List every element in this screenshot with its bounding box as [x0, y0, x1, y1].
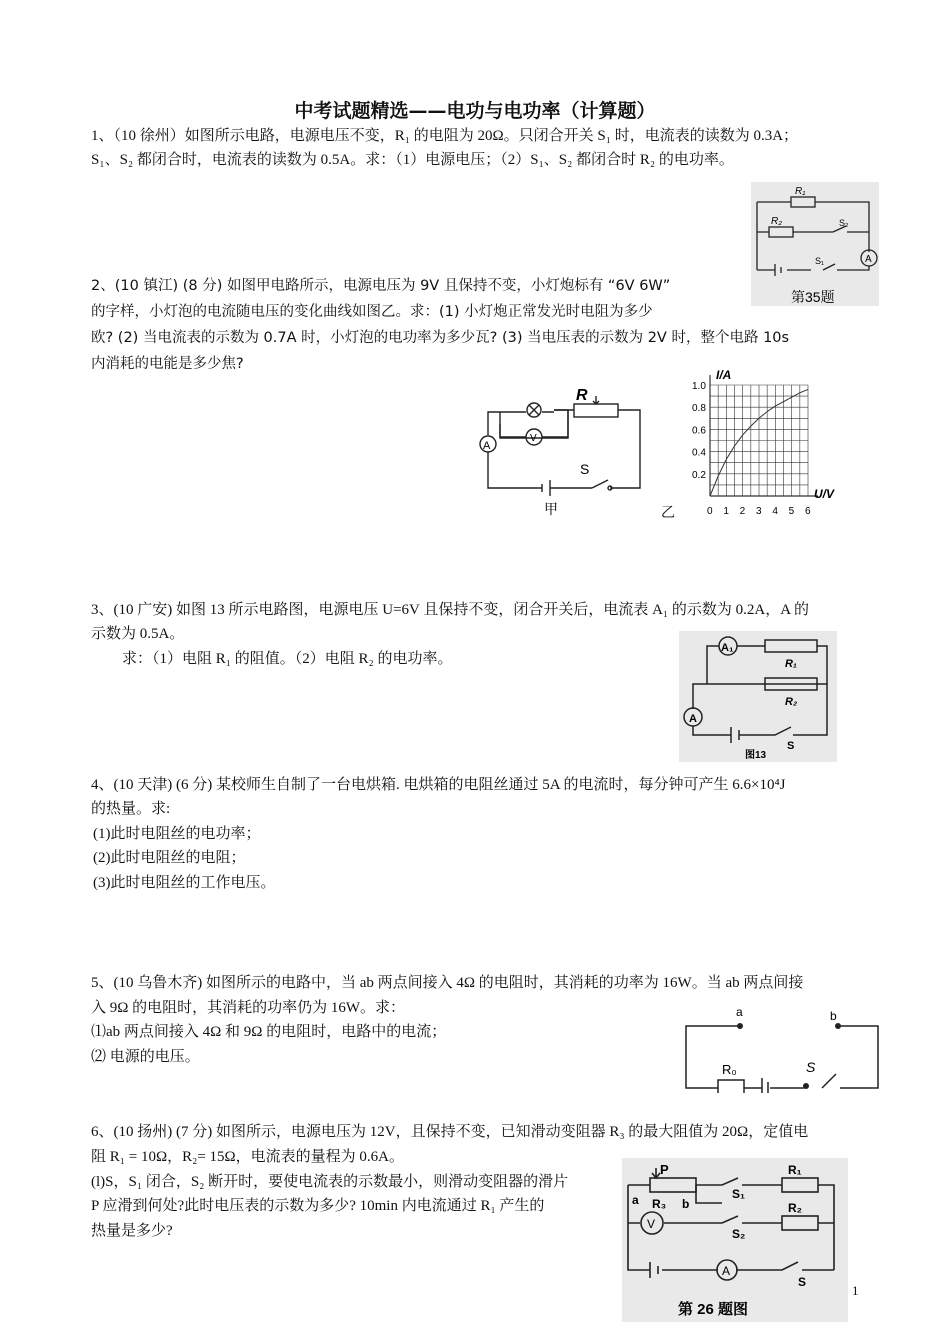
q1-fig-caption: 第35题: [791, 289, 835, 305]
q6-r3-rheostat: [650, 1178, 696, 1192]
chart-x-tick-label: 5: [788, 506, 795, 517]
q1-r1-resistor: [791, 197, 815, 207]
chart-x-tick-label: 4: [772, 506, 778, 517]
q1-s2-label: S₂: [839, 218, 849, 228]
q6-ammeter-label: A: [722, 1264, 731, 1278]
q1-r2-resistor: [769, 227, 793, 237]
chart-ylabel: I/A: [716, 368, 732, 382]
q3-r1-resistor: [765, 640, 817, 652]
q1-circuit-figure: [751, 182, 879, 306]
q2-line4: 内消耗的电能是多少焦?: [91, 356, 244, 372]
q6-line1: 6、(10 扬州) (7 分) 如图所示，电源电压为 12V，且保持不变，已知滑动变阻器 R₃ 的最大阻值为 20Ω，定值电: [91, 1124, 809, 1140]
q2-line3: 欧? (2) 当电流表的示数为 0.7A 时，小灯泡的电功率为多少瓦? (3) 当电压表的示数为 2V 时，整个电路 10s: [91, 330, 790, 346]
chart-x-tick-label: 6: [805, 506, 811, 517]
q6-line3: (l)S，S₁ 闭合，S₂ 断开时，要使电流表的示数最小，则滑动变阻器的滑片: [91, 1174, 569, 1190]
q3-line1: 3、(10 广安) 如图 13 所示电路图，电源电压 U=6V 且保持不变，闭合开关后，电流表 A₁ 的示数为 0.2A，A 的: [91, 602, 809, 618]
q1-line2: S₁、S₂ 都闭合时，电流表的读数为 0.5A。求：（1）电源电压；（2）S₁、S₂ 都闭合时 R₂ 的电功率。: [91, 152, 734, 168]
q6-r3-label: R₃: [652, 1197, 667, 1211]
q5-b-label: b: [830, 1009, 837, 1023]
q5-line2: 入 9Ω 的电阻时，其消耗的功率仍为 16W。求：: [91, 1000, 406, 1016]
q2-fig-jia-caption: 甲: [544, 501, 558, 517]
q4-item2: (2)此时电阻丝的电阻；: [93, 850, 246, 866]
q5-item2: ⑵ 电源的电压。: [91, 1049, 200, 1065]
q2-rheostat: [574, 404, 618, 417]
q6-b-label: b: [682, 1197, 690, 1211]
q3-r1-label: R₁: [785, 658, 797, 670]
q6-line4: P 应滑到何处?此时电压表的示数为多少? 10min 内电流通过 R₁ 产生的: [91, 1198, 545, 1214]
q5-item1: ⑴ab 两点间接入 4Ω 和 9Ω 的电阻时，电路中的电流；: [91, 1024, 447, 1040]
q6-s-label: S: [798, 1275, 807, 1289]
q5-terminal-a: [737, 1023, 743, 1029]
q6-p-label: P: [660, 1162, 669, 1177]
q1-r1-label: R₁: [795, 186, 806, 197]
q2-s-label: S: [580, 461, 590, 477]
q1-line1: 1、（10 徐州）如图所示电路，电源电压不变，R₁ 的电阻为 20Ω。只闭合开关 S₁ 时，电流表的读数为 0.3A；: [91, 128, 799, 144]
q6-line2: 阻 R₁ = 10Ω，R₂= 15Ω，电流表的量程为 0.6A。: [91, 1149, 405, 1165]
q6-r2-label: R₂: [788, 1201, 802, 1215]
chart-grid: [710, 375, 818, 496]
q5-circuit-figure: [680, 1008, 880, 1093]
chart-x-tick-label: 2: [739, 506, 746, 517]
page-number: 1: [852, 1283, 859, 1298]
q2-iu-chart: [680, 365, 845, 525]
q3-circuit-figure: [679, 631, 837, 762]
q3-a-label: A: [689, 713, 697, 725]
q3-line3: 求：（1）电阻 R₁ 的阻值。（2）电阻 R₂ 的电功率。: [122, 651, 453, 667]
q5-terminal-b: [835, 1023, 841, 1029]
chart-y-tick-label: 0.8: [692, 403, 706, 415]
q3-fig-caption: 图13: [745, 750, 767, 761]
q5-r0-label: R₀: [722, 1062, 737, 1077]
page-title: 中考试题精选——电功与电功率（计算题）: [294, 100, 656, 122]
q6-fig-caption: 第 26 题图: [678, 1301, 749, 1318]
q5-r0-resistor: [718, 1080, 744, 1093]
q5-line1: 5、(10 乌鲁木齐) 如图所示的电路中，当 ab 两点间接入 4Ω 的电阻时，其消耗的功率为 16W。当 ab 两点间接: [91, 975, 804, 991]
q4-item1: (1)此时电阻丝的电功率；: [93, 826, 261, 842]
q2-circuit-jia: [470, 380, 650, 525]
q6-r2-resistor: [782, 1216, 818, 1230]
q1-s1-label: S₁: [815, 256, 825, 266]
chart-y-tick-label: 1.0: [692, 381, 706, 392]
q2-fig-yi-caption: 乙: [661, 506, 675, 521]
q6-r1-label: R₁: [788, 1163, 802, 1177]
chart-y-tick-label: 0.2: [692, 469, 706, 481]
q4-line2: 的热量。求:: [91, 801, 171, 817]
q1-r2-label: R₂: [771, 216, 783, 227]
q2-line2: 的字样，小灯泡的电流随电压的变化曲线如图乙。求：(1) 小灯炮正常发光时电阻为多少: [91, 304, 653, 320]
q4-line1: 4、(10 天津) (6 分) 某校师生自制了一台电烘箱. 电烘箱的电阻丝通过 5A 的电流时，每分钟可产生 6.6×10⁴J: [91, 777, 786, 793]
q3-s-label: S: [787, 740, 795, 752]
q2-r-label: R: [576, 387, 588, 404]
chart-x-tick-label: 1: [723, 506, 729, 517]
q6-line5: 热量是多少?: [91, 1223, 173, 1239]
q1-ammeter-label: A: [865, 254, 872, 265]
q6-circuit-figure: [622, 1158, 848, 1322]
chart-y-tick-label: 0.6: [692, 425, 706, 437]
q3-a1-label: A₁: [721, 642, 734, 654]
q4-item3: (3)此时电阻丝的工作电压。: [93, 875, 276, 891]
chart-y-tick-label: 0.4: [692, 447, 706, 459]
q2-voltmeter-label: V: [530, 433, 537, 444]
chart-xlabel: U/V: [814, 487, 835, 501]
q3-line2: 示数为 0.5A。: [91, 626, 185, 642]
q2-line1: 2、(10 镇江) (8 分) 如图甲电路所示，电源电压为 9V 且保持不变，小灯炮标有 “6V 6W”: [91, 278, 671, 294]
q6-v-label: V: [647, 1217, 656, 1231]
q6-r1-resistor: [782, 1178, 818, 1192]
chart-x-tick-label: 0: [707, 506, 713, 517]
q2-ammeter-label: A: [483, 440, 491, 452]
q6-a-label: a: [632, 1193, 639, 1207]
q6-s1-label: S₁: [732, 1187, 745, 1201]
q5-s-label: S: [806, 1059, 816, 1075]
q3-r2-label: R₂: [785, 696, 798, 708]
q6-s2-label: S₂: [732, 1227, 746, 1241]
q5-a-label: a: [736, 1008, 743, 1019]
chart-x-tick-label: 3: [756, 506, 762, 517]
